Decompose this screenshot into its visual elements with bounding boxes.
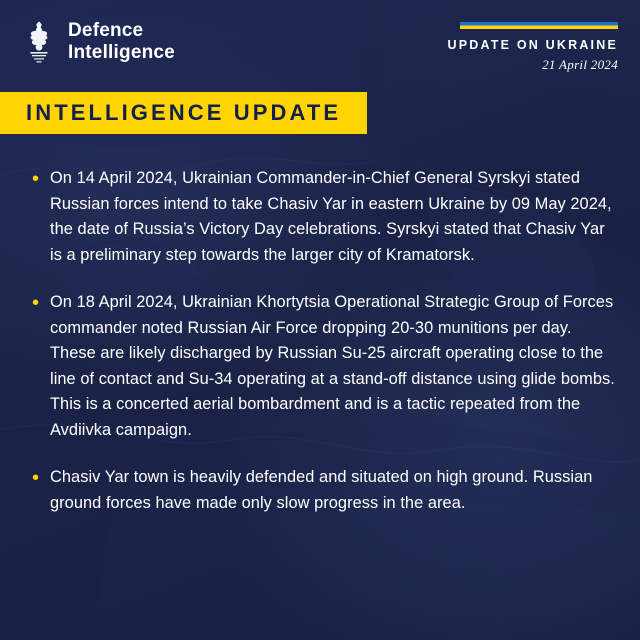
header bbox=[0, 0, 640, 84]
organisation-line-1: Defence bbox=[68, 20, 144, 41]
ukraine-flag-bar-icon bbox=[460, 22, 618, 29]
royal-crest-icon bbox=[22, 20, 56, 64]
bullet-dot-icon: • bbox=[32, 292, 40, 314]
update-label: UPDATE ON UKRAINE bbox=[447, 38, 618, 52]
bullet-text: On 14 April 2024, Ukrainian Commander-in-Chief General Syrskyi stated Russian forces intend to take Chasiv Yar in eastern Ukraine by 09 May 2024, the date of Russia’s Victory Day celebrations. Syrskyi stated that Chasiv Yar is a preliminary step towards the larger city of Kramatorsk. bbox=[50, 169, 612, 264]
intelligence-update-banner: INTELLIGENCE UPDATE bbox=[0, 92, 367, 134]
update-date: 21 April 2024 bbox=[542, 57, 618, 72]
bullet-text: On 18 April 2024, Ukrainian Khortytsia Operational Strategic Group of Forces commander noted Russian Air Force dropping 20-30 munitions per day. These are likely discharged by Russian Su-25 aircraft operating close to the line of contact and Su-34 operating at a stand-off distance using glide bombs. This is a concerted aerial bombardment and is a tactic repeated from the Avdiivka campaign. bbox=[50, 293, 615, 439]
list-item bbox=[24, 166, 616, 268]
header-right bbox=[447, 20, 618, 73]
list-item bbox=[24, 465, 616, 516]
bullet-list bbox=[24, 166, 616, 538]
organisation-name bbox=[68, 20, 175, 64]
organisation-line-2: Intelligence bbox=[68, 42, 175, 63]
bullet-text: Chasiv Yar town is heavily defended and situated on high ground. Russian ground forces have made only slow progress in the area. bbox=[50, 468, 593, 512]
brand bbox=[22, 20, 175, 64]
bullet-dot-icon: • bbox=[32, 168, 40, 190]
list-item bbox=[24, 290, 616, 443]
bullet-dot-icon: • bbox=[32, 467, 40, 489]
